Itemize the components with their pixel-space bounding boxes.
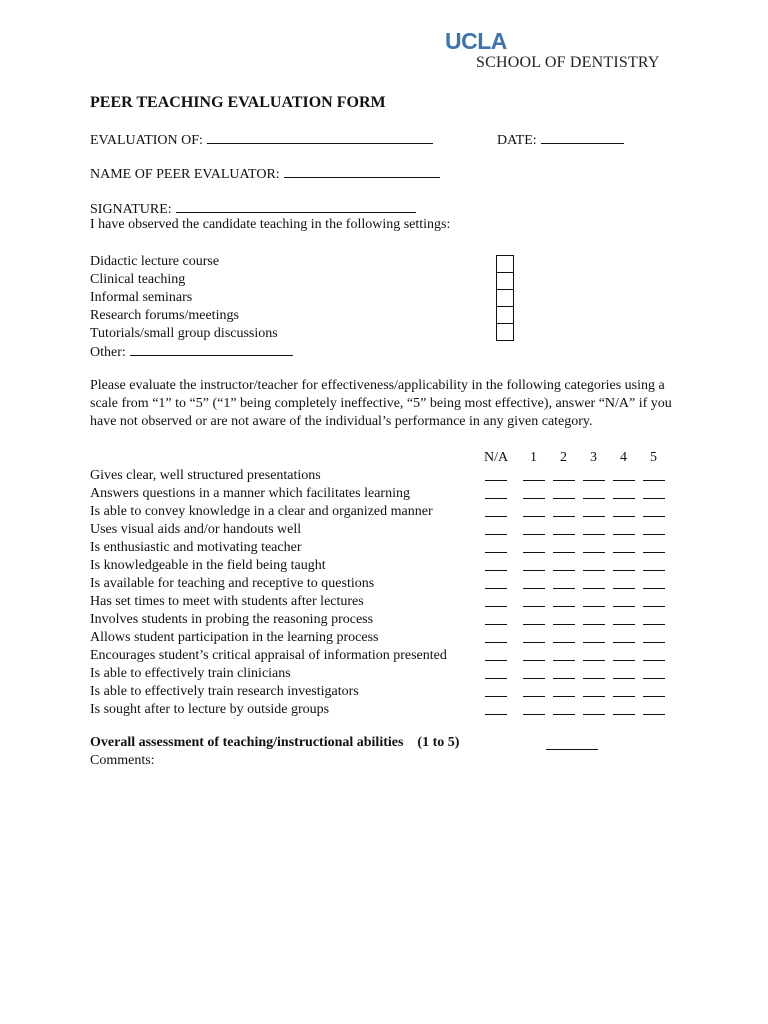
criterion-label: Is able to effectively train clinicians — [90, 666, 291, 681]
setting-item: Clinical teaching — [90, 272, 186, 287]
rating-blank-3[interactable] — [583, 516, 605, 517]
rating-blank-na[interactable] — [485, 624, 507, 625]
rating-blank-2[interactable] — [553, 498, 575, 499]
rating-blank-5[interactable] — [643, 588, 665, 589]
rating-blank-2[interactable] — [553, 570, 575, 571]
comments-label: Comments: — [90, 753, 155, 768]
criterion-label: Is knowledgeable in the field being taught — [90, 558, 326, 573]
rating-blank-3[interactable] — [583, 534, 605, 535]
criterion-label: Has set times to meet with students after lectures — [90, 594, 364, 609]
rating-blank-3[interactable] — [583, 498, 605, 499]
rating-blank-na[interactable] — [485, 696, 507, 697]
rating-blank-na[interactable] — [485, 678, 507, 679]
rating-blank-4[interactable] — [613, 678, 635, 679]
date-field[interactable] — [541, 131, 624, 144]
rating-blank-na[interactable] — [485, 642, 507, 643]
rating-blank-5[interactable] — [643, 570, 665, 571]
rating-blank-3[interactable] — [583, 696, 605, 697]
rating-blank-4[interactable] — [613, 588, 635, 589]
rating-blank-3[interactable] — [583, 678, 605, 679]
rating-blank-5[interactable] — [643, 660, 665, 661]
rating-blank-2[interactable] — [553, 660, 575, 661]
rating-blank-4[interactable] — [613, 606, 635, 607]
instructions: Please evaluate the instructor/teacher for effectiveness/applicability in the following categories using a scale from “1” to “5” (“1” being completely ineffective, “5” being most effective), answer “N/A” if you have not observed or are not aware of the individual’s performance in any given category. — [90, 378, 672, 429]
school-name: SCHOOL OF DENTISTRY — [476, 54, 660, 71]
other-field[interactable] — [130, 343, 293, 356]
scale-header-na: N/A — [484, 450, 509, 465]
other-label: Other: — [90, 345, 126, 360]
checkbox-research[interactable] — [496, 306, 514, 324]
rating-blank-2[interactable] — [553, 624, 575, 625]
settings-checkboxes — [496, 255, 514, 341]
scale-header-5: 5 — [650, 450, 657, 465]
rating-blank-2[interactable] — [553, 552, 575, 553]
rating-blank-4[interactable] — [613, 480, 635, 481]
scale-header-3: 3 — [590, 450, 597, 465]
form-title: PEER TEACHING EVALUATION FORM — [90, 94, 386, 111]
rating-blank-1[interactable] — [523, 606, 545, 607]
peer-evaluator-field[interactable] — [284, 165, 440, 178]
criterion-label: Is sought after to lecture by outside groups — [90, 702, 330, 717]
rating-blank-1[interactable] — [523, 714, 545, 715]
rating-blank-4[interactable] — [613, 570, 635, 571]
rating-blank-1[interactable] — [523, 534, 545, 535]
rating-blank-5[interactable] — [643, 498, 665, 499]
criterion-label: Uses visual aids and/or handouts well — [90, 522, 302, 537]
rating-blank-5[interactable] — [643, 696, 665, 697]
rating-blank-2[interactable] — [553, 480, 575, 481]
rating-blank-1[interactable] — [523, 696, 545, 697]
rating-blank-5[interactable] — [643, 624, 665, 625]
criterion-label: Is able to convey knowledge in a clear and organized manner — [90, 504, 433, 519]
evaluation-of-field[interactable] — [207, 131, 433, 144]
rating-blank-3[interactable] — [583, 660, 605, 661]
rating-blank-4[interactable] — [613, 714, 635, 715]
rating-blank-3[interactable] — [583, 624, 605, 625]
criteria-list — [90, 467, 447, 719]
rating-blank-na[interactable] — [485, 588, 507, 589]
criterion-label: Is able to effectively train research investigators — [90, 684, 359, 699]
other-row — [90, 343, 293, 361]
rating-blank-3[interactable] — [583, 552, 605, 553]
rating-blank-1[interactable] — [523, 498, 545, 499]
criterion-label: Is available for teaching and receptive to questions — [90, 576, 375, 591]
rating-blank-2[interactable] — [553, 588, 575, 589]
rating-blank-4[interactable] — [613, 642, 635, 643]
criterion-label: Allows student participation in the learning process — [90, 630, 379, 645]
rating-blank-na[interactable] — [485, 552, 507, 553]
scale-header-1: 1 — [530, 450, 537, 465]
rating-blank-3[interactable] — [583, 588, 605, 589]
observed-intro: I have observed the candidate teaching in the following settings: — [90, 217, 451, 232]
rating-blank-5[interactable] — [643, 678, 665, 679]
criterion-label: Gives clear, well structured presentations — [90, 468, 321, 483]
rating-blank-1[interactable] — [523, 552, 545, 553]
rating-blank-5[interactable] — [643, 552, 665, 553]
signature-field[interactable] — [176, 200, 416, 213]
evaluation-of-label: EVALUATION OF: — [90, 133, 203, 148]
rating-blank-1[interactable] — [523, 570, 545, 571]
rating-blank-na[interactable] — [485, 660, 507, 661]
rating-blank-3[interactable] — [583, 570, 605, 571]
rating-blank-5[interactable] — [643, 714, 665, 715]
overall-assessment-label: Overall assessment of teaching/instructional abilities (1 to 5) — [90, 735, 460, 750]
peer-evaluator-row — [90, 165, 440, 183]
rating-blank-2[interactable] — [553, 696, 575, 697]
scale-header-4: 4 — [620, 450, 627, 465]
rating-blank-5[interactable] — [643, 516, 665, 517]
rating-blank-na[interactable] — [485, 480, 507, 481]
criterion-label: Answers questions in a manner which facilitates learning — [90, 486, 410, 501]
rating-blank-na[interactable] — [485, 570, 507, 571]
checkbox-seminars[interactable] — [496, 289, 514, 307]
setting-item: Research forums/meetings — [90, 308, 239, 323]
rating-blank-1[interactable] — [523, 660, 545, 661]
rating-blank-3[interactable] — [583, 714, 605, 715]
rating-blank-2[interactable] — [553, 642, 575, 643]
rating-blank-1[interactable] — [523, 588, 545, 589]
rating-blank-1[interactable] — [523, 516, 545, 517]
rating-blank-5[interactable] — [643, 642, 665, 643]
checkbox-tutorials[interactable] — [496, 323, 514, 341]
rating-blank-4[interactable] — [613, 498, 635, 499]
ucla-logo: UCLA — [445, 28, 507, 54]
checkbox-clinical[interactable] — [496, 272, 514, 290]
rating-blank-3[interactable] — [583, 642, 605, 643]
rating-blank-na[interactable] — [485, 714, 507, 715]
checkbox-didactic[interactable] — [496, 255, 514, 273]
rating-blank-5[interactable] — [643, 480, 665, 481]
setting-item: Didactic lecture course — [90, 254, 220, 269]
rating-blank-4[interactable] — [613, 552, 635, 553]
signature-label: SIGNATURE: — [90, 202, 172, 217]
rating-blank-2[interactable] — [553, 606, 575, 607]
rating-blank-2[interactable] — [553, 714, 575, 715]
rating-blank-2[interactable] — [553, 516, 575, 517]
rating-blank-na[interactable] — [485, 498, 507, 499]
date-label: DATE: — [497, 133, 537, 148]
rating-blank-1[interactable] — [523, 624, 545, 625]
scale-header-2: 2 — [560, 450, 567, 465]
setting-item: Informal seminars — [90, 290, 193, 305]
rating-blank-1[interactable] — [523, 678, 545, 679]
rating-blank-5[interactable] — [643, 606, 665, 607]
evaluation-of-row — [90, 131, 433, 149]
rating-blank-4[interactable] — [613, 624, 635, 625]
peer-evaluator-label: NAME OF PEER EVALUATOR: — [90, 167, 280, 182]
criterion-label: Involves students in probing the reasoning process — [90, 612, 374, 627]
rating-blank-4[interactable] — [613, 660, 635, 661]
rating-blank-2[interactable] — [553, 534, 575, 535]
rating-blank-4[interactable] — [613, 696, 635, 697]
date-row — [497, 131, 624, 149]
criterion-label: Is enthusiastic and motivating teacher — [90, 540, 302, 555]
rating-blank-5[interactable] — [643, 534, 665, 535]
overall-assessment-field[interactable] — [546, 749, 598, 750]
rating-blank-2[interactable] — [553, 678, 575, 679]
rating-blank-4[interactable] — [613, 516, 635, 517]
rating-blank-3[interactable] — [583, 480, 605, 481]
rating-blank-na[interactable] — [485, 534, 507, 535]
settings-list — [90, 253, 293, 361]
rating-blank-4[interactable] — [613, 534, 635, 535]
setting-item: Tutorials/small group discussions — [90, 326, 278, 341]
signature-row — [90, 200, 416, 218]
rating-blank-na[interactable] — [485, 516, 507, 517]
rating-blank-na[interactable] — [485, 606, 507, 607]
rating-blank-3[interactable] — [583, 606, 605, 607]
rating-blank-1[interactable] — [523, 642, 545, 643]
criterion-label: Encourages student’s critical appraisal of information presented — [90, 648, 447, 663]
rating-blank-1[interactable] — [523, 480, 545, 481]
